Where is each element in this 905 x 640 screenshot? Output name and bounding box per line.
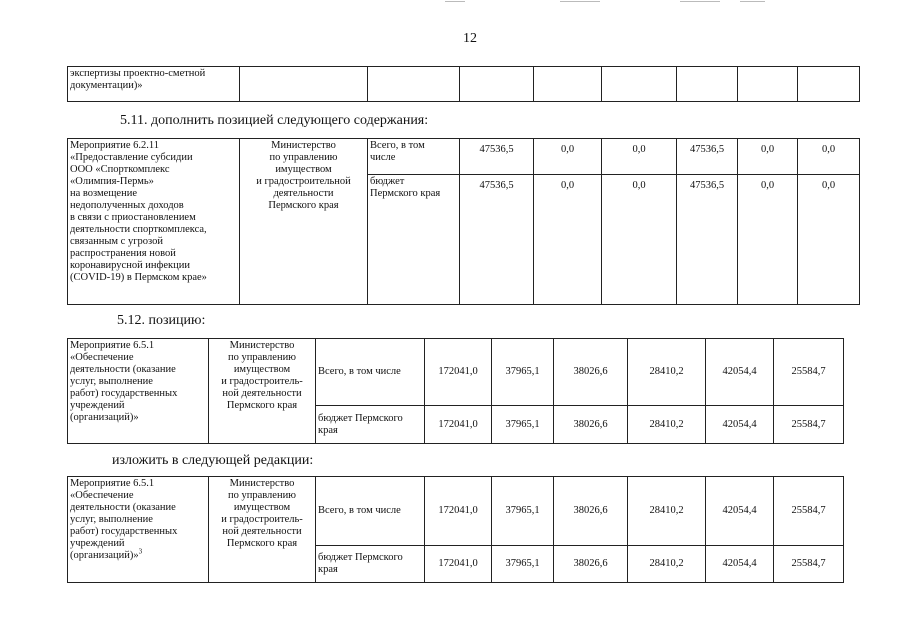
funding-source-cell: Всего, в том числе: [368, 139, 460, 175]
value-cell: 0,0: [602, 139, 677, 175]
value-cell: 28410,2: [628, 339, 706, 406]
table-cell: [602, 67, 677, 102]
value-cell: 25584,7: [774, 406, 844, 444]
scan-mark: [560, 1, 600, 2]
value-cell: 42054,4: [706, 546, 774, 583]
value-cell: 37965,1: [492, 477, 554, 546]
value-cell: 0,0: [798, 175, 860, 305]
table-cell: экспертизы проектно-сметной документации)»: [68, 67, 240, 102]
scan-mark: [740, 1, 765, 2]
table-cell: [534, 67, 602, 102]
event-description-cell: [68, 477, 209, 583]
table-cell: [677, 67, 738, 102]
funding-source-cell: бюджет Пермского края: [368, 175, 460, 305]
value-cell: 0,0: [738, 139, 798, 175]
value-cell: 37965,1: [492, 546, 554, 583]
value-cell: 25584,7: [774, 477, 844, 546]
value-cell: 47536,5: [677, 175, 738, 305]
value-cell: 0,0: [738, 175, 798, 305]
funding-source-cell: Всего, в том числе: [316, 477, 425, 546]
value-cell: 47536,5: [460, 175, 534, 305]
funding-source-cell: бюджет Пермского края: [316, 546, 425, 583]
value-cell: 28410,2: [628, 477, 706, 546]
section-heading-5-12: 5.12. позицию:: [117, 313, 206, 328]
value-cell: 172041,0: [425, 339, 492, 406]
value-cell: 172041,0: [425, 406, 492, 444]
ministry-cell: Министерство по управлению имуществом и градостроитель- ной деятельности Пермского края: [209, 339, 316, 444]
value-cell: 38026,6: [554, 339, 628, 406]
funding-source-cell: Всего, в том числе: [316, 339, 425, 406]
value-cell: 172041,0: [425, 477, 492, 546]
value-cell: 47536,5: [677, 139, 738, 175]
table-row: [68, 477, 844, 546]
value-cell: 37965,1: [492, 339, 554, 406]
value-cell: 172041,0: [425, 546, 492, 583]
event-description-text: Мероприятие 6.5.1 «Обеспечение деятельности (оказание услуг, выполнение работ) государственных учреждений (организаций)»: [70, 478, 178, 561]
ministry-cell: Министерство по управлению имуществом и градостроитель- ной деятельности Пермского края: [209, 477, 316, 583]
top-continuation-table: [67, 66, 860, 102]
footnote-mark: 3: [138, 547, 143, 556]
table-row: [68, 139, 860, 175]
value-cell: 28410,2: [628, 546, 706, 583]
value-cell: 0,0: [534, 139, 602, 175]
value-cell: 42054,4: [706, 477, 774, 546]
table-cell: [368, 67, 460, 102]
page-number: 12: [463, 31, 477, 46]
value-cell: 47536,5: [460, 139, 534, 175]
value-cell: 0,0: [534, 175, 602, 305]
value-cell: 38026,6: [554, 546, 628, 583]
scan-mark: [445, 1, 465, 2]
value-cell: 0,0: [602, 175, 677, 305]
scan-mark: [680, 1, 720, 2]
value-cell: 38026,6: [554, 406, 628, 444]
table-cell: [460, 67, 534, 102]
funding-source-cell: бюджет Пермского края: [316, 406, 425, 444]
value-cell: 42054,4: [706, 339, 774, 406]
table-cell: [798, 67, 860, 102]
table-5-12: [67, 338, 844, 444]
value-cell: 42054,4: [706, 406, 774, 444]
value-cell: 28410,2: [628, 406, 706, 444]
event-description-cell: Мероприятие 6.2.11 «Предоставление субсидии ООО «Спорткомплекс «Олимпия-Пермь» на возмещение недополученных доходов в связи с приостановлением деятельности спорткомплекса, связанным с угрозой распространения новой коронавирусной инфекции (COVID-19) в Пермском крае»: [68, 139, 240, 305]
table-cell: [240, 67, 368, 102]
table-new-edition: [67, 476, 844, 583]
value-cell: 38026,6: [554, 477, 628, 546]
value-cell: 0,0: [798, 139, 860, 175]
table-5-11: [67, 138, 860, 305]
event-description-cell: Мероприятие 6.5.1 «Обеспечение деятельности (оказание услуг, выполнение работ) государственных учреждений (организаций)»: [68, 339, 209, 444]
table-cell: [738, 67, 798, 102]
table-row: [68, 339, 844, 406]
value-cell: 37965,1: [492, 406, 554, 444]
ministry-cell: Министерство по управлению имуществом и градостроительной деятельности Пермского края: [240, 139, 368, 305]
value-cell: 25584,7: [774, 339, 844, 406]
section-heading-new-edition: изложить в следующей редакции:: [112, 453, 314, 468]
value-cell: 25584,7: [774, 546, 844, 583]
section-heading-5-11: 5.11. дополнить позицией следующего содержания:: [120, 113, 429, 128]
